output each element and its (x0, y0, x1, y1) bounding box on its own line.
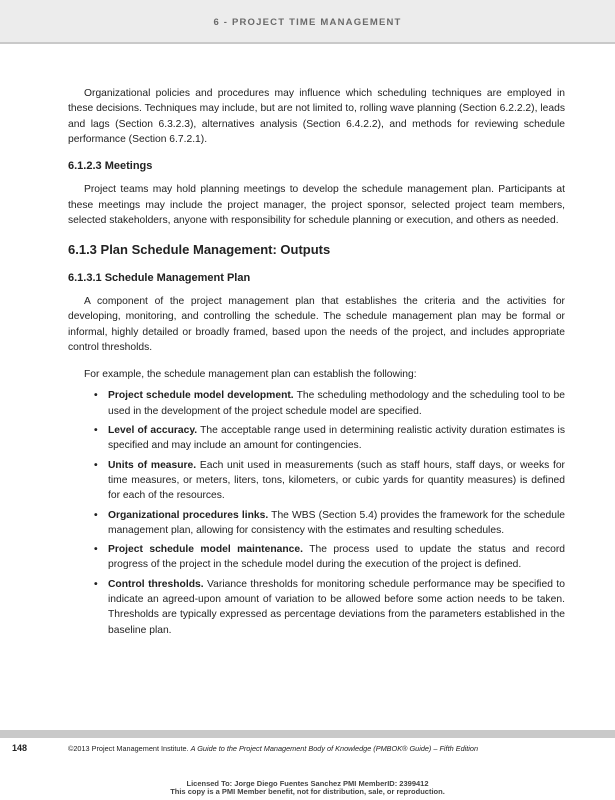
page-number: 148 (12, 743, 28, 753)
schedule-plan-paragraph: A component of the project management plan that establishes the criteria and the activities for developing, monitoring, and controlling the schedule. The schedule management plan may be formal or informal, highly detailed or broadly framed, based upon the needs of the project, and includes appropriate control thresholds. (68, 295, 565, 353)
bullet: • (94, 425, 98, 437)
bullet: • (94, 459, 98, 471)
schedule-plan-heading: 6.1.3.1 Schedule Management Plan (68, 271, 251, 284)
intro-paragraph: Organizational policies and procedures may influence which scheduling techniques are employed in these decisions. Techniques may include, but are not limited to, rolling wave planning (Section 6.2.2.2), leads and lags (Section 6.3.2.3), alternatives analysis (Section 6.4.2.2), and methods for reviewing schedule performance (Section 6.7.2.1). (68, 88, 565, 145)
bullet-term: Control thresholds. (108, 578, 204, 590)
footer-rule (0, 730, 615, 738)
outputs-heading: 6.1.3 Plan Schedule Management: Outputs (68, 242, 331, 258)
list-item (94, 423, 565, 454)
license-notice (0, 780, 615, 796)
bullet: • (94, 544, 98, 556)
bullet-term: Project schedule model maintenance. (108, 544, 303, 556)
bullet-text: The acceptable range used in determining realistic activity duration estimates is specified and may include an amount for contingencies. (108, 425, 565, 452)
bullet-text: The process used to update the status and record progress of the project in the schedule model during the execution of the project is defined. (108, 544, 565, 571)
copyright-text: ©2013 Project Management Institute. (68, 744, 189, 753)
footer-citation (68, 744, 478, 753)
page-header (0, 0, 615, 44)
book-title: A Guide to the Project Management Body of Knowledge (PMBOK® Guide) – Fifth Edition (190, 744, 479, 753)
bullet-text: The WBS (Section 5.4) provides the framework for the schedule management plan, allowing for consistency with the estimates and resulting schedules. (108, 509, 565, 536)
plan-elements-list (68, 388, 565, 637)
bullet-text: The scheduling methodology and the scheduling tool to be used in the development of the project schedule model are specified. (108, 390, 565, 417)
bullet: • (94, 578, 98, 590)
meetings-heading: 6.1.2.3 Meetings (68, 160, 153, 173)
list-item (94, 577, 565, 638)
bullet-term: Project schedule model development. (108, 390, 294, 402)
bullet-text: Each unit used in measurements (such as staff hours, staff days, or weeks for time measures, or meters, liters, tons, kilometers, or cubic yards for quantity measures) is defined for each of the resources. (108, 459, 565, 502)
bullet-term: Level of accuracy. (108, 425, 198, 437)
page-content (68, 86, 565, 642)
list-item (94, 542, 565, 573)
license-line-2: This copy is a PMI Member benefit, not for distribution, sale, or reproduction. (170, 787, 445, 796)
list-item (94, 388, 565, 419)
bullet: • (94, 390, 98, 402)
bullet-text: Variance thresholds for monitoring schedule performance may be specified to indicate an agreed-upon amount of variation to be allowed before some action needs to be taken. Thresholds are typically expressed as percentage deviations from the parameters established in the baseline plan. (108, 578, 565, 636)
meetings-paragraph: Project teams may hold planning meetings to develop the schedule management plan. Participants at these meetings may include the project manager, the project sponsor, selected project team members, selected stakeholders, anyone with responsibility for schedule planning or execution, and others as needed. (68, 184, 565, 227)
bullet-term: Units of measure. (108, 459, 197, 471)
list-item (94, 508, 565, 539)
bullet-term: Organizational procedures links. (108, 509, 269, 521)
list-item (94, 458, 565, 504)
bullet: • (94, 509, 98, 521)
license-line-1: Licensed To: Jorge Diego Fuentes Sanchez PMI MemberID: 2399412 (186, 779, 429, 788)
example-intro-paragraph: For example, the schedule management plan can establish the following: (84, 369, 417, 381)
chapter-title: 6 - PROJECT TIME MANAGEMENT (213, 17, 402, 28)
